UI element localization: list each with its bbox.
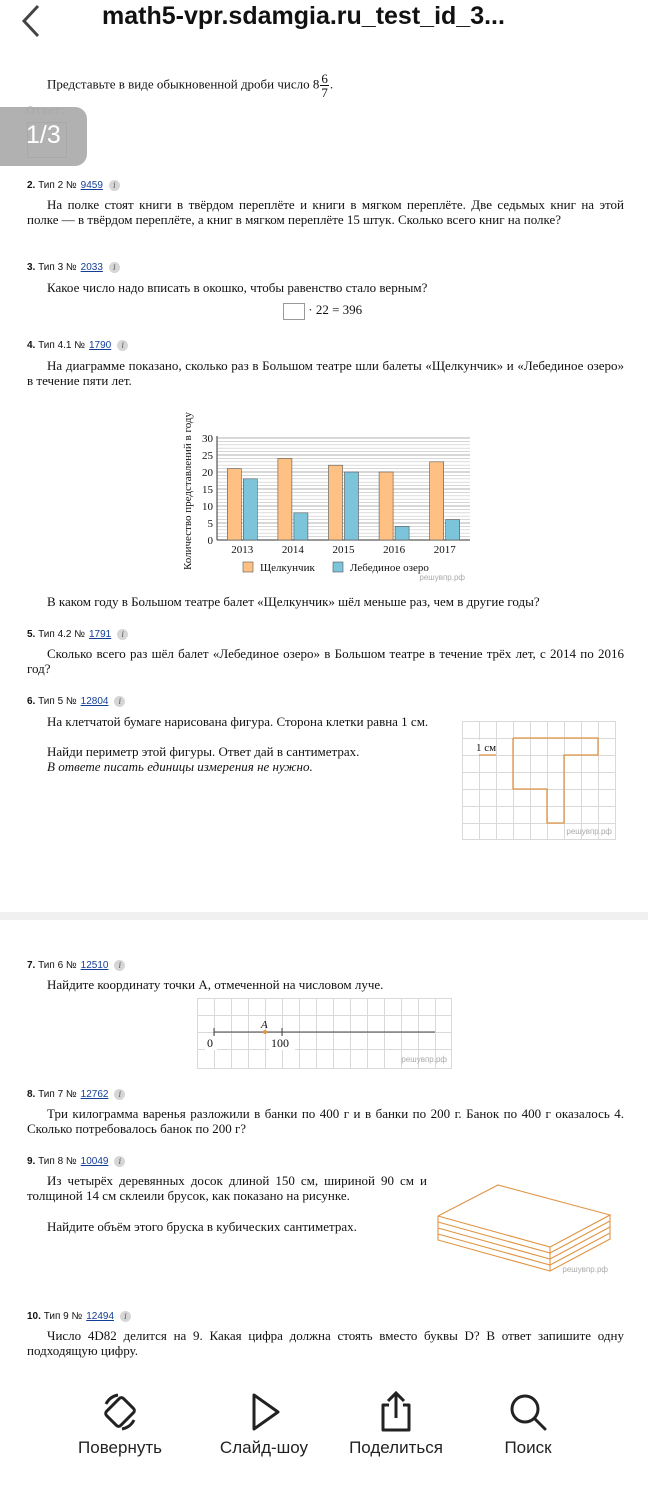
mixed-number-whole: 8 [312,76,320,92]
share-label: Поделиться [349,1438,443,1457]
top-bar [0,0,648,44]
fraction [320,72,329,99]
task-number: 3. [27,262,36,273]
task-id-link[interactable]: 12510 [80,960,109,971]
share-button[interactable] [336,1382,456,1458]
task-type: Тип 6 № [38,960,77,971]
equation [283,302,362,320]
task6-text2: Найди периметр этой фигуры. Ответ дай в сантиметрах. [47,744,360,759]
task-header [27,960,125,971]
task-header [27,262,120,273]
watermark: решувпр.рф [566,827,612,836]
grid-scale-label: 1 см [476,742,497,754]
task-id-link[interactable]: 12804 [80,696,109,707]
task-header [27,180,120,191]
task-id-link[interactable]: 12762 [80,1089,109,1100]
task-number: 2. [27,180,36,191]
info-icon[interactable]: i [117,340,128,351]
x-tick-label: 2014 [281,544,304,556]
back-button[interactable] [14,2,48,40]
fraction-denominator: 7 [321,85,328,100]
legend-label: Лебединое озеро [350,562,429,574]
page-title: math5-vpr.sdamgia.ru_test_id_3... [102,2,505,30]
task8-text: Три килограмма варенья разложили в банки по 400 г и в банки по 200 г. Банок по 400 г оказалось 4. Сколько потребовалось банок по 200 г? [27,1106,624,1136]
page-indicator [0,107,87,166]
task-header [27,1311,131,1322]
play-icon [242,1390,286,1434]
watermark: решувпр.рф [401,1055,447,1064]
slideshow-label: Слайд-шоу [219,1438,309,1457]
task-id-link[interactable]: 9459 [80,180,103,191]
task4-text: На диаграмме показано, сколько раз в Большом театре шли балеты «Щелкунчик» и «Лебединое озеро» в течение пяти лет. [27,358,624,388]
task5-text: Сколько всего раз шёл балет «Лебединое озеро» в Большом театре в течение трёх лет, с 2014 по 2016 год? [27,646,624,676]
info-icon[interactable]: i [117,629,128,640]
grid-figure [462,721,616,840]
task-header [27,1156,125,1167]
y-tick-label: 0 [207,535,213,547]
task7-text: Найдите координату точки A, отмеченной на числовом луче. [47,977,384,992]
task-header [27,340,128,351]
legend-swatch [243,562,253,572]
bar-swan-lake [345,472,359,540]
task-type: Тип 8 № [38,1156,77,1167]
x-tick-label: 2017 [433,544,456,556]
task2-text: На полке стоят книги в твёрдом переплёте и книги в мягком переплёте. Две седьмых книг на этой полке — в твёрдом переплёте, а книг в мягком переплёте 15 штук. Сколько всего книг на полке? [27,197,624,227]
search-icon [506,1390,550,1434]
watermark: решувпр.рф [562,1265,608,1274]
equation-box[interactable] [283,303,305,320]
task-type: Тип 5 № [38,696,77,707]
task3-text: Какое число надо вписать в окошко, чтобы равенство стало верным? [47,280,428,295]
bar-nutcracker [278,458,292,540]
task-number: 4. [27,340,36,351]
task1-statement: Представьте в виде обыкновенной дроби число [47,76,310,92]
task-number: 9. [27,1156,36,1167]
task6-text1: На клетчатой бумаге нарисована фигура. Сторона клетки равна 1 см. [47,714,429,729]
y-tick-label: 20 [202,467,213,479]
task-number: 6. [27,696,36,707]
info-icon[interactable]: i [109,262,120,273]
task-header [27,629,128,640]
task-id-link[interactable]: 2033 [80,262,103,273]
bar-nutcracker [329,465,343,540]
task-id-link[interactable]: 1791 [88,629,112,640]
wooden-block-figure [436,1183,612,1279]
figure-outline [513,738,598,823]
search-label: Поиск [504,1438,552,1457]
slideshow-button[interactable] [204,1382,324,1458]
chart-ylabel: Количество представлений в году [182,412,194,570]
y-tick-label: 5 [207,518,213,530]
bar-nutcracker [379,472,393,540]
label-hundred: 100 [271,1036,289,1050]
task-id-link[interactable]: 12494 [86,1311,115,1322]
x-tick-label: 2013 [231,544,254,556]
task-id-link[interactable]: 10049 [80,1156,109,1167]
task-header [27,1089,125,1100]
task1-text [47,72,333,99]
y-tick-label: 25 [202,450,213,462]
search-button[interactable] [468,1382,588,1458]
chevron-left-icon [14,2,48,40]
bar-nutcracker [430,462,444,540]
task-type: Тип 7 № [38,1089,77,1100]
y-tick-label: 15 [202,484,213,496]
x-tick-label: 2015 [332,544,355,556]
page-separator [0,912,648,920]
bar-nutcracker [227,469,241,540]
share-icon [374,1390,418,1434]
rotate-button[interactable] [60,1382,180,1458]
task9-text2: Найдите объём этого бруска в кубических сантиметрах. [47,1219,357,1234]
y-tick-label: 30 [202,433,213,445]
block-outline [438,1185,610,1271]
task-type: Тип 4.1 № [38,340,85,351]
task10-text: Число 4D82 делится на 9. Какая цифра должна стоять вместо буквы D? В ответ запишите одну подходящую цифру. [27,1328,624,1358]
y-tick-label: 10 [202,501,213,513]
legend-label: Щелкунчик [260,562,315,574]
page-indicator-text: 1/3 [26,121,61,149]
bar-swan-lake [395,526,409,540]
bottom-action-bar [0,1382,648,1485]
label-a: A [261,1019,268,1031]
rotate-icon [98,1390,142,1434]
x-tick-label: 2016 [383,544,406,556]
label-zero: 0 [207,1036,213,1050]
task-header [27,696,125,707]
task-id-link[interactable]: 1790 [88,340,112,351]
period: . [329,76,334,92]
info-icon[interactable]: i [114,960,125,971]
task-number: 5. [27,629,36,640]
info-icon[interactable]: i [120,1311,131,1322]
task-number: 10. [27,1311,41,1322]
task-number: 7. [27,960,36,971]
info-icon[interactable]: i [109,180,120,191]
fraction-numerator: 6 [321,71,328,86]
task-type: Тип 2 № [38,180,77,191]
rotate-label: Повернуть [78,1438,162,1457]
info-icon[interactable]: i [114,696,125,707]
bar-chart [175,395,475,587]
legend-swatch [333,562,343,572]
watermark: решувпр.рф [419,573,465,582]
task-type: Тип 3 № [38,262,77,273]
info-icon[interactable]: i [114,1156,125,1167]
task-type: Тип 9 № [43,1311,83,1322]
info-icon[interactable]: i [114,1089,125,1100]
grid-lines [462,721,616,840]
bar-swan-lake [243,479,257,540]
task-number: 8. [27,1089,36,1100]
number-ray [197,998,452,1069]
task9-text1: Из четырёх деревянных досок длиной 150 см, шириной 90 см и толщиной 14 см склеили брусок, как показано на рисунке. [27,1173,427,1203]
bar-swan-lake [446,520,460,540]
equation-text: · 22 = 396 [308,302,363,317]
task4-question: В каком году в Большом театре балет «Щелкунчик» шёл меньше раз, чем в другие годы? [47,594,540,609]
task6-text3: В ответе писать единицы измерения не нужно. [47,759,313,774]
task-type: Тип 4.2 № [38,629,85,640]
bar-swan-lake [294,513,308,540]
